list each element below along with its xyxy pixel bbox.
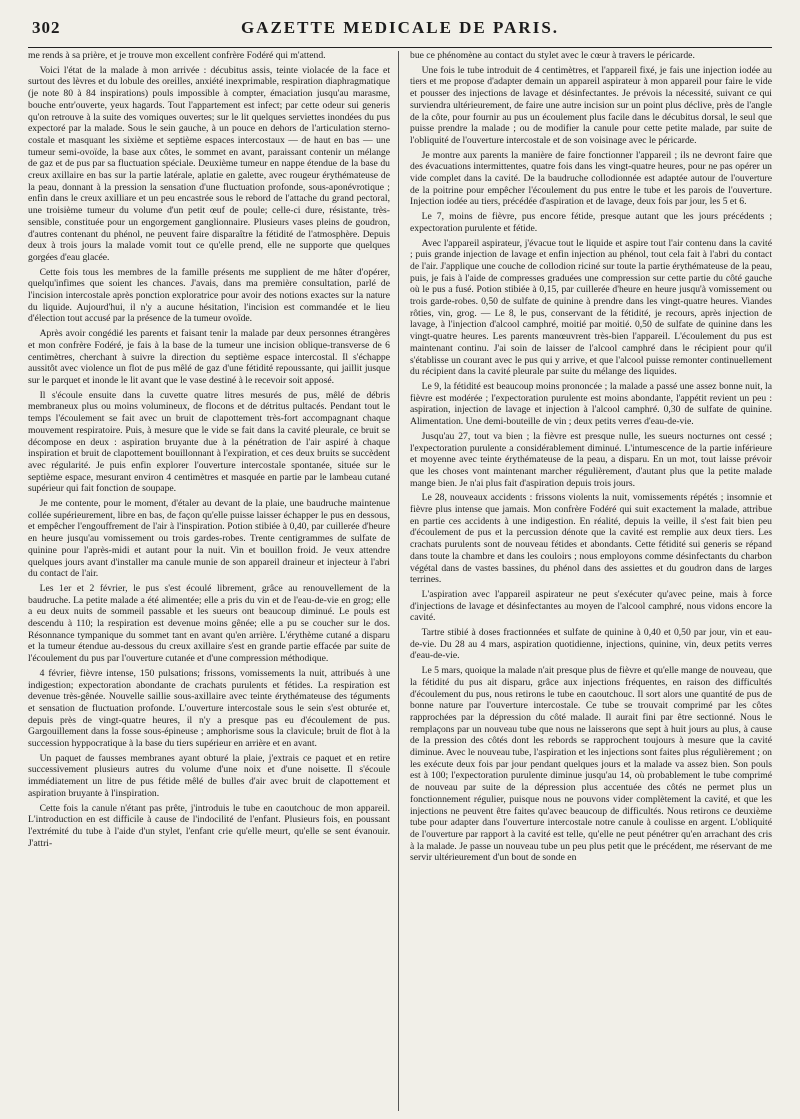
paragraph: Les 1er et 2 février, le pus s'est écoulé librement, grâce au renouvellement de la baudruche. La petite malade a été alimentée; elle a pris du vin et de l'eau-de-vie en grog; elle a eu deux nuits de sommeil passable et les sueurs ont beaucoup diminué. Le pouls est descendu à 110; la respiration est devenue moins gênée; elle a pu se coucher sur le dos. Résonnance tympanique du sommet tant en avant qu'en arrière. L'érythème cutané a disparu et la tumeur étendue au-dessous du creux axillaire s'est en grande partie effacée par suite de l'écoulement du pus par l'ouverture cutanée et d'une compression méthodique. [28, 582, 390, 665]
paragraph: Avec l'appareil aspirateur, j'évacue tout le liquide et aspire tout l'air contenu dans la cavité ; puis grande injection de lavage et enfin injection au phénol, tout cela fait à l'abri du contact de l'air. J'applique une couche de collodion riciné sur toute la partie érythémateuse de la peau, puis, je fais à l'aide de compresses graduées une compression sur cette partie du côté gauche où le pus a fusé. Potion stibiée à 0,15, par cuillerée d'heure en heure jusqu'à vomissement ou trois garde-robes. 0,50 de sulfate de quinine à prendre dans les vingt-quatre heures. Viandes rôties, vin, grog. — Le 8, le pus, conservant de la fétidité, je recours, après injection de lavage, à l'injection d'alcool camphré, moitié par moitié. 0,50 de sulfate de quinine dans les vingt-quatre heures. Les parents manœuvrent très-bien l'appareil. L'écoulement du pus est maintenant continu. J'ai soin de laisser de l'alcool camphré dans le récipient pour qu'il s'établisse un courant avec le pus qui y arrive, et que l'alcool puisse remonter continuellement du récipient dans la cavité pleurale par suite du mélange des liquides. [410, 237, 772, 378]
paragraph: 4 février, fièvre intense, 150 pulsations; frissons, vomissements la nuit, attribués à une indigestion; expectoration abondante de crachats purulents et fétides. La respiration est devenue très-gênée. Nouvelle saillie sous-axillaire avec teinte érythémateuse des téguments et sensation de fluctuation profonde. L'ouverture intercostale sous le sein s'est obturée et, depuis près de vingt-quatre heures, il n'y a presque pas eu d'écoulement de pus. Gargouillement dans la fosse sous-épineuse ; amphorisme sous la clavicule; bruit de flot à la succession hyppocratique à la base du tiers supérieur en arrière et en avant. [28, 667, 390, 750]
paragraph: Je montre aux parents la manière de faire fonctionner l'appareil ; ils ne devront faire que des évacuations intermittentes, quatre fois dans les vingt-quatre heures, pour ne pas opérer un vide complet dans la cavité. De la baudruche collodionnée est adaptée autour de l'ouverture de la poitrine pour empêcher l'écoulement du pus entre le tube et les parois de l'ouverture. Injection iodée au tiers, précédée d'aspiration et de lavage, deux fois par jour, les 5 et 6. [410, 149, 772, 208]
paragraph: Cette fois tous les membres de la famille présents me supplient de me hâter d'opérer, quelqu'infimes que soient les chances. J'avais, dans ma première consultation, parlé de l'incision intercostale après ponction exploratrice pour avoir des notions exactes sur la nature du liquide. Aujourd'hui, il n'y a aucune hésitation, l'incision est commandée et le lieu d'élection tout accusé par la présence de la tumeur ovoïde. [28, 266, 390, 325]
right-column [410, 50, 772, 1112]
paragraph: Après avoir congédié les parents et faisant tenir la malade par deux personnes étrangères et mon confrère Fodéré, je fais à la base de la tumeur une incision oblique-transverse de 6 centimètres, cherchant à suivre la direction du septième espace intercostal. Il s'échappe aussitôt avec violence un flot de pus mêlé de gaz d'une fétidité repoussante, qui jaillit jusque sur le parquet et inonde le lit avant que le vase destiné à le recevoir soit apposé. [28, 328, 390, 386]
paragraph: Je me contente, pour le moment, d'étaler au devant de la plaie, une baudruche maintenue collée supérieurement, libre en bas, de façon qu'elle puisse laisser échapper le pus en dessous, et empêcher l'engouffrement de l'air à l'inspiration. Potion stibiée à 0,40, par cuillerée d'heure en heure jusqu'au vomissement ou trois gardes-robes. Trente centigrammes de sulfate de quinine pour l'après-midi et autant pour la nuit. Vin et bouillon froid. Je veux attendre quelques jours avant d'installer ma canule munie de son appareil draineur et injecteur à l'abri du contact de l'air. [28, 498, 390, 580]
paragraph: Le 7, moins de fièvre, pus encore fétide, presque autant que les jours précédents ; expectoration purulente et fétide. [410, 211, 772, 234]
paragraph: Tartre stibié à doses fractionnées et sulfate de quinine à 0,40 et 0,50 par jour, vin et eau-de-vie. Du 28 au 4 mars, aspiration quotidienne, injections, quinine, vin, deux petits verres d'eau-de-vie. [410, 627, 772, 662]
paragraph: Le 5 mars, quoique la malade n'ait presque plus de fièvre et qu'elle mange de nouveau, que la fétidité du pus ait disparu, grâce aux injections fréquentes, en raison des difficultés d'écoulement du pus, nous retirons le tube en caoutchouc. Il sort alors une quantité de pus de bonne nature par l'ouverture intercostale. Ce tube se trouvait comprimé par les côtes rapprochées par la dépression du côté malade. Il aurait fini par être sectionné. Nous le remplaçons par un nouveau tube que nous ne laisserons que sept à huit jours au plus, à cause de la pression des côtés dont les rebords se rapprochent toujours à mesure que la cavité diminue. Avec le nouveau tube, l'aspiration et les injections sont faites plus régulièrement ; on les exécute deux fois par jour pendant quelques jours et la malade va assez bien. Son pouls est à 100; l'expectoration purulente diminue jusqu'au 14, où probablement le tube comprimé de nouveau par suite de la dépression plus accentuée des côtés ne permet plus un fonctionnement régulier, puisque nous ne pouvons vider complètement la cavité, et que les injections ne peuvent être faites qu'avec beaucoup de difficultés. Nous retirons ce deuxième tube pour adapter dans l'ouverture intercostale notre canule à coulisse en argent. L'obliquité de l'ouverture par rapport à la cavité est telle, qu'elle ne peut pénétrer qu'en arrachant des cris à la malade. Je passe un nouveau tube un peu plus petit que le précédent, me réservant de me servir ultérieurement d'un bout de sonde en [410, 665, 772, 864]
left-column [28, 50, 390, 1112]
page-number: 302 [32, 18, 61, 37]
paragraph: Le 28, nouveaux accidents : frissons violents la nuit, vomissements répétés ; insomnie et fièvre plus intense que jamais. Mon confrère Fodéré qui suit exactement la malade, attribue en partie ces accidents à une indigestion. En réalité, depuis la veille, il s'est fait bien peu d'écoulement de pus et la percussion dénote que la cavité est remplie aux deux tiers. Les crachats purulents sont de nouveau fétides et abondants. Cette fétidité sui generis se répand dans toute la chambre et dans les couloirs ; nous employons comme désinfectants du charbon végétal dans de vastes bassines, du phénol dans des assiettes et du goudron dans de larges terrines. [410, 492, 772, 586]
paragraph: me rends à sa prière, et je trouve mon excellent confrère Fodéré qui m'attend. [28, 50, 326, 61]
paragraph: Cette fois la canule n'étant pas prête, j'introduis le tube en caoutchouc de mon appareil. L'introduction en est difficile à cause de l'indocilité de l'enfant. Plusieurs fois, en poussant l'extrémité du tube à l'aide d'un stylet, l'enfant crie qu'elle meurt, qu'elle se sent évanouir. J'attri- [28, 802, 390, 849]
column-divider [398, 51, 399, 1111]
paragraph: Il s'écoule ensuite dans la cuvette quatre litres mesurés de pus, mêlé de débris membraneux plus ou moins volumineux, de flocons et de détritus pultacés. Pendant tout le temps l'écoulement se fait avec un bruit de clapottement très-fort accompagnant chaque mouvement respiratoire. Puis, à mesure que le vide se fait dans la cavité pleurale, ce bruit se décompose en deux : aspiration bruyante due à la pénétration de l'air aspiré à chaque inspiration et bruit de clapottement bouillonnant à l'expiration, et ces deux bruits se succèdent avec régularité. Je puis enfin explorer l'ouverture intercostale spontanée, située sur le septième espace, mesurant environ 4 centimètres et masquée en partie par le lambeau cutané supérieur qui fait fonction de soupape. [28, 389, 390, 495]
paragraph: bue ce phénomène au contact du stylet avec le cœur à travers le péricarde. [410, 50, 695, 61]
paragraph: Voici l'état de la malade à mon arrivée : décubitus assis, teinte violacée de la face et surtout des lèvres et du lobule des oreilles, anxiété inexprimable, respiration diaphragmatique (je note 80 à 84 inspirations) pouls impossible à compter, émaciation jusqu'au marasme, bouche entr'ouverte, yeux hagards. Tout l'appartement est infect; par cette odeur sui generis qu'on retrouve à la suite des vomiques ouvertes; sur le lit quelques serviettes inondées du pus expectoré par la malade. Sous le sein gauche, à un pouce en dehors de l'articulation sterno-costale et masquant les sixième et septième espaces intercostaux — de haut en bas — une tumeur semi-ovoïde, la base aux côtes, le sommet en avant, paraissant contenir un mélange de gaz et de pus par sa fluctuation spéciale. Deuxième tumeur en nappe étendue de la base du creux axillaire en bas sur la partie latérale, aplatie en galette, avec rougeur érythémateuse de la peau, donnant à la pression la sensation d'une fluctuation profonde, sous-aponévrotique ; enfin dans le creux axilliare et un peu encastrée sous le rebord de l'attache du grand pectoral, une troisième tumeur du volume d'un petit œuf de poule; celle-ci dure, résistante, très-sensible, constituée pour un engorgement ganglionnaire. Plusieurs vases pleins de goudron, d'autres contenant du phénol, ne peuvent faire disparaître la fétidité de l'atmosphère. Depuis deux à trois jours la malade vomit tout ce qu'elle prend, elle ne supporte que quelques gorgées d'eau glacée. [28, 64, 390, 263]
paragraph: Un paquet de fausses membranes ayant obturé la plaie, j'extrais ce paquet et en retire successivement plusieurs autres du volume d'une noix et d'une noisette. Il s'écoule immédiatement un litre de pus fétide mêlé de bulles d'air avec bruit de clapottement et aspiration bruyante à l'inspiration. [28, 752, 390, 799]
journal-title: GAZETTE MEDICALE DE PARIS. [240, 18, 560, 37]
paragraph: Jusqu'au 27, tout va bien ; la fièvre est presque nulle, les sueurs nocturnes ont cessé ; l'expectoration purulente a considérablement diminué. L'intumescence de la partie inférieure et moyenne avec teinte érythémateuse de la peau, a disparu. En un mot, tout laisse prévoir que les choses vont maintenant marcher régulièrement, d'autant plus que la petite malade mange bien. Je n'ai plus fait d'aspiration depuis trois jours. [410, 430, 772, 489]
paragraph: L'aspiration avec l'appareil aspirateur ne peut s'exécuter qu'avec peine, mais à force d'injections de lavage et désinfectantes au moyen de l'alcool camphré, nous vidons encore la cavité. [410, 588, 772, 624]
page-header [28, 16, 772, 44]
paragraph: Le 9, la fétidité est beaucoup moins prononcée ; la malade a passé une assez bonne nuit, la fièvre est modérée ; l'expectoration purulente est moins abondante, l'appétit revient un peu : aspiration, injection de lavage et injection à l'alcool camphré. 0,30 de sulfate de quinine. Alimentation. Une demi-bouteille de vin ; deux petits verres d'eau-de-vie. [410, 380, 772, 428]
paragraph: Une fois le tube introduit de 4 centimètres, et l'appareil fixé, je fais une injection iodée au tiers et me propose d'adapter demain un appareil aspirateur à mon appareil pour faire le vide et pousser des injections de lavage et désinfectantes. Je prévois la nécessité, suivant ce qui surviendra ultérieurement, de faire une autre incision sur un point plus déclive, près de l'angle de la côte, pour fournir au pus un écoulement plus facile dans le décubitus dorsal, le seul que puisse prendre la malade ; ou de modifier la canule pour cette petite malade, par suite de l'obliquité de l'ouverture intercostale et de son voisinage avec le péricarde. [410, 64, 772, 146]
header-rule [28, 47, 772, 48]
